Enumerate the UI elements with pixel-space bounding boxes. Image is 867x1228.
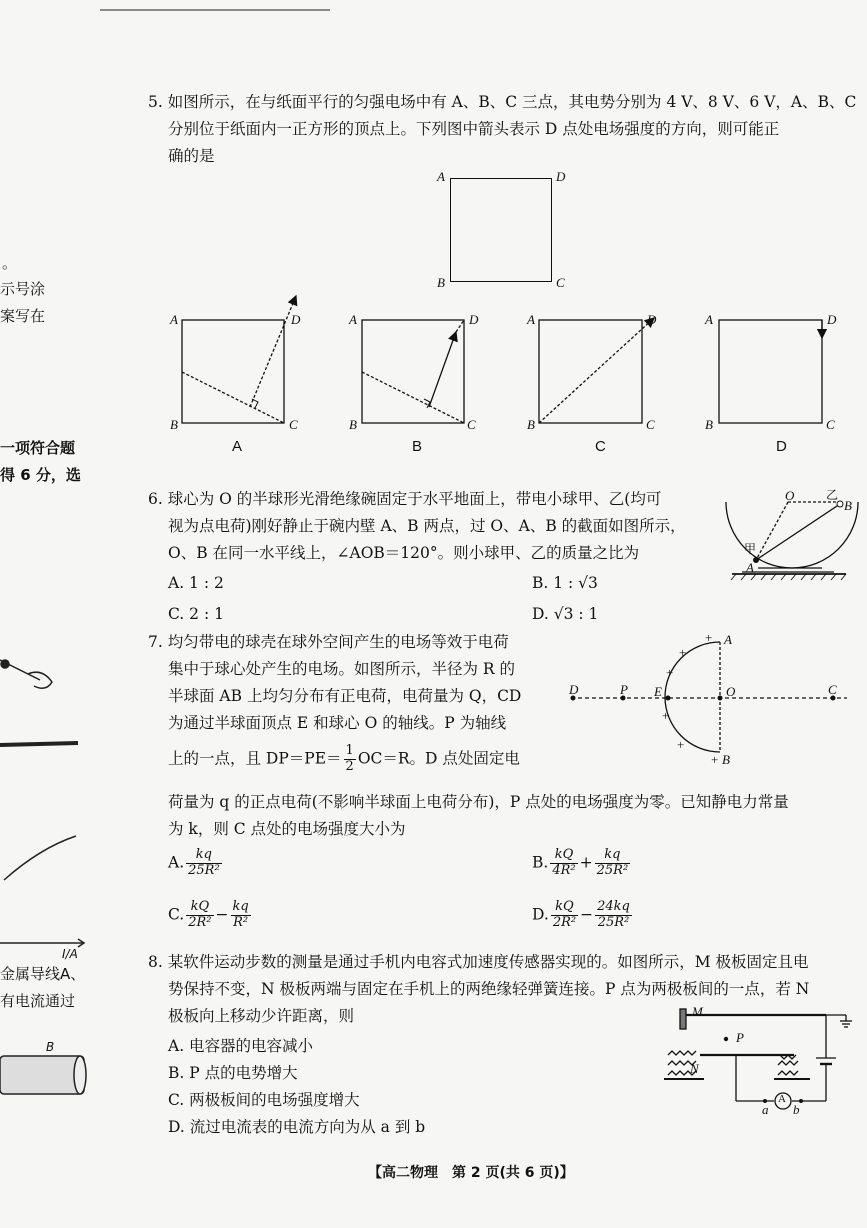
q5-option-B-caption: B <box>412 438 423 455</box>
q5-option-D-caption: D <box>776 438 787 455</box>
q7-fig-label-O: O <box>726 684 736 699</box>
q5c-label-A: A <box>527 312 535 327</box>
q5a-label-C: C <box>289 417 298 432</box>
q6-fig-label-jia: 甲 <box>744 542 757 556</box>
q5b-label-B: B <box>349 417 357 432</box>
q6-option-D: D. √3 : 1 <box>532 605 599 623</box>
q5-stem-line1: 5. 如图所示，在与纸面平行的匀强电场中有 A、B、C 三点，其电势分别为 4 V、8 V、6 V，A、B、C <box>148 93 857 111</box>
q7-option-A: A. $\frac{kq}{\text{25R²}}$ <box>168 847 220 878</box>
q7-plus-4: + <box>662 708 670 723</box>
q7-hemisphere-figure <box>565 630 855 770</box>
q7-fig-label-B: B <box>722 752 730 767</box>
q7-stem-line4: 为通过半球面顶点 E 和球心 O 的轴线。P 为轴线 <box>168 714 507 732</box>
edge-text-6: I/A <box>62 947 78 961</box>
q7-stem-line3: 半球面 AB 上均匀分布有正电荷，电荷量为 Q，CD <box>168 687 522 705</box>
q6-fig-label-O: O <box>785 488 795 503</box>
q8-capacitor-figure <box>660 1003 860 1113</box>
q7-fig-label-A: A <box>724 632 732 647</box>
q7-plus-5: + <box>677 737 685 752</box>
q7-stem-line7: 为 k，则 C 点处的电场强度大小为 <box>168 820 406 838</box>
q7-plus-6: + <box>711 752 719 767</box>
q7-line5-pre: 上的一点，且 DP＝PE＝ <box>168 749 342 768</box>
edge-text-1: 。 <box>2 254 18 272</box>
q6-stem-line1: 6. 球心为 O 的半球形光滑绝缘碗固定于水平地面上，带电小球甲、乙(均可 <box>148 490 662 508</box>
q8-option-A: A. 电容器的电容减小 <box>168 1037 314 1055</box>
q5d-label-C: C <box>826 417 835 432</box>
q7-stem-line5 <box>168 744 520 775</box>
q8-fig-label-a: a <box>762 1102 769 1117</box>
q6-stem-line2: 视为点电荷)刚好静止于碗内壁 A、B 两点，过 O、A、B 的截面如图所示， <box>168 517 686 535</box>
q5-label-A: A <box>437 169 445 184</box>
q6-fig-label-A: A <box>746 560 754 575</box>
q5-stem-line3: 确的是 <box>168 147 215 165</box>
edge-fragment-drawings <box>0 0 90 1228</box>
q8-fig-label-P: P <box>736 1030 744 1045</box>
q7-fig-label-P: P <box>620 682 628 697</box>
q5c-label-C: C <box>646 417 655 432</box>
q6-fig-label-B: B <box>844 498 852 513</box>
q7-fig-label-E: E <box>654 684 662 699</box>
q5a-label-B: B <box>170 417 178 432</box>
q8-fig-label-N: N <box>690 1061 699 1076</box>
q5c-label-B: B <box>527 417 535 432</box>
q5d-label-D: D <box>827 312 837 327</box>
q7-stem-line1: 7. 均匀带电的球壳在球外空间产生的电场等效于电荷 <box>148 633 509 651</box>
q6-bowl-figure <box>722 490 862 610</box>
q5b-label-C: C <box>467 417 476 432</box>
q8-fig-label-M: M <box>692 1004 703 1019</box>
edge-text-3: 案写在 <box>0 307 46 325</box>
q8-stem-line3: 极板向上移动少许距离，则 <box>168 1007 355 1025</box>
q7-stem-line2: 集中于球心处产生的电场。如图所示，半径为 R 的 <box>168 660 516 678</box>
page-footer: 【高二物理 第 2 页(共 6 页)】 <box>368 1165 574 1181</box>
q7-fig-label-C: C <box>828 682 837 697</box>
q5a-label-A: A <box>170 312 178 327</box>
q5b-label-D: D <box>469 312 479 327</box>
q6-stem-line3: O、B 在同一水平线上，∠AOB＝120°。则小球甲、乙的质量之比为 <box>168 544 640 562</box>
edge-text-4: 一项符合题 <box>0 439 76 457</box>
q6-option-B: B. 1 : √3 <box>532 574 598 592</box>
q7-option-D: D. $\frac{kQ}{\text{2R²}}$ − $\frac{24kq}{\text{25R²}}$ <box>532 899 630 930</box>
edge-text-9: B <box>46 1040 55 1054</box>
q7-plus-1: + <box>705 630 713 645</box>
q5c-label-D: D <box>647 312 657 327</box>
q8-option-B: B. P 点的电势增大 <box>168 1064 298 1082</box>
q5-label-C: C <box>556 275 565 290</box>
edge-text-5: 得 6 分，选 <box>0 466 81 484</box>
q5-option-A-caption: A <box>232 438 243 455</box>
q8-fig-label-b: b <box>793 1102 800 1117</box>
edge-text-2: 示号涂 <box>0 280 46 298</box>
q7-half-fraction: $\frac{1}{2}$ <box>345 743 354 774</box>
q8-ammeter-label: A <box>778 1093 786 1105</box>
q5-option-C-caption: C <box>595 438 606 455</box>
q6-option-A: A. 1 : 2 <box>168 574 224 592</box>
q8-stem-line2: 势保持不变，N 极板两端与固定在手机上的两绝缘轻弹簧连接。P 点为两极板间的一点，若 N <box>168 980 810 998</box>
q8-option-D: D. 流过电流表的电流方向为从 a 到 b <box>168 1118 426 1136</box>
q8-option-C: C. 两极板间的电场强度增大 <box>168 1091 360 1109</box>
header-cutoff-strip <box>100 0 330 11</box>
q7-fig-label-D: D <box>569 682 579 697</box>
q5-square <box>450 178 552 282</box>
q6-fig-label-yi: 乙 <box>826 488 839 502</box>
q7-line5-post: OC＝R。D 点处固定电 <box>357 749 520 768</box>
q5a-label-D: D <box>291 312 301 327</box>
q7-option-C: C. $\frac{kQ}{\text{2R²}}$ − $\frac{kq}{\text{R²}}$ <box>168 899 249 930</box>
q5d-label-B: B <box>705 417 713 432</box>
q8-stem-line1: 8. 某软件运动步数的测量是通过手机内电容式加速度传感器实现的。如图所示，M 极板固定且电 <box>148 953 809 971</box>
edge-text-7: 金属导线A、 <box>0 965 86 983</box>
q5d-label-A: A <box>705 312 713 327</box>
q7-plus-2: + <box>679 645 687 660</box>
q5-option-figures <box>0 290 867 490</box>
q7-option-B: B. $\frac{kQ}{\text{4R²}}$ + $\frac{kq}{\text{25R²}}$ <box>532 847 629 878</box>
edge-text-8: 有电流通过 <box>0 992 76 1010</box>
q7-stem-line6: 荷量为 q 的正点电荷(不影响半球面上电荷分布)，P 点处的电场强度为零。已知静电力常量 <box>168 793 789 811</box>
q7-plus-3: + <box>666 665 674 680</box>
q5-stem-line2: 分别位于纸面内一正方形的顶点上。下列图中箭头表示 D 点处电场强度的方向，则可能正 <box>168 120 780 138</box>
q5b-label-A: A <box>349 312 357 327</box>
q5-label-D: D <box>556 169 566 184</box>
q6-option-C: C. 2 : 1 <box>168 605 224 623</box>
q5-label-B: B <box>437 275 445 290</box>
